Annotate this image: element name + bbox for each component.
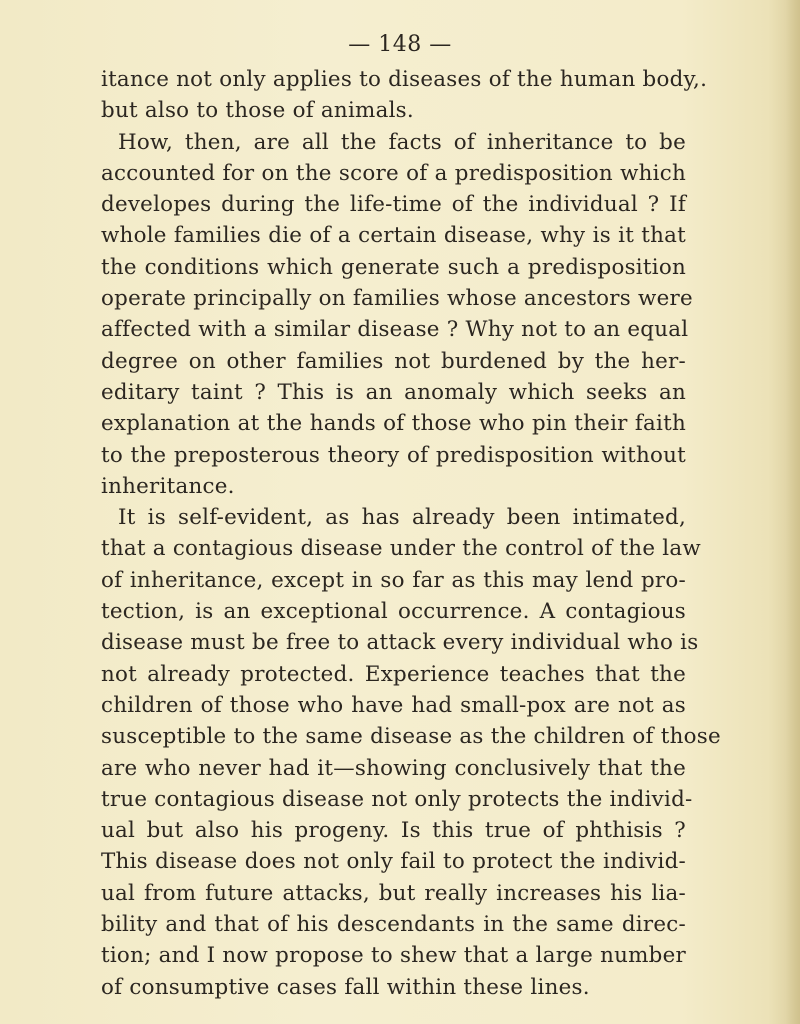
text-line: the conditions which generate such a predisposition [101,254,686,280]
text-line: of inheritance, except in so far as this may lend pro- [101,567,686,593]
text-line: children of those who have had small-pox are not as [101,692,686,718]
page-edge-shadow [786,0,800,1024]
text-line: not already protected. Experience teaches that the [101,661,686,687]
text-line: are who never had it—showing conclusively that the [101,755,686,781]
text-line: disease must be free to attack every individual who is [101,630,699,656]
text-line: editary taint ? This is an anomaly which seeks an [101,379,686,405]
text-line: inheritance. [101,473,235,499]
text-line: true contagious disease not only protects the individ- [101,786,693,812]
text-line: but also to those of animals. [101,98,414,124]
text-line: This disease does not only fail to protect the individ- [101,849,686,875]
text-line: of consumptive cases fall within these lines. [101,974,590,1000]
text-line: tion; and I now propose to shew that a large number [101,943,686,969]
text-line: explanation at the hands of those who pin their faith [101,411,686,437]
text-line: It is self-evident, as has already been intimated, [118,505,686,531]
text-line: degree on other families not burdened by the her- [101,348,686,374]
text-line: affected with a similar disease ? Why not to an equal [101,317,689,343]
text-line: ual but also his progeny. Is this true of phthisis ? [101,818,686,844]
text-line: susceptible to the same disease as the children of those [101,724,721,750]
text-line: accounted for on the score of a predisposition which [101,160,686,186]
text-line: operate principally on families whose ancestors were [101,286,693,312]
text-line: tection, is an exceptional occurrence. A contagious [101,599,686,625]
text-line: How, then, are all the facts of inheritance to be [118,129,686,155]
text-line: itance not only applies to diseases of the human body,. [101,67,708,92]
page-number: — 148 — [348,32,452,57]
text-line: to the preposterous theory of predisposition without [101,442,686,468]
body-text [101,64,721,1003]
text-line: that a contagious disease under the control of the law [101,536,701,562]
text-line: developes during the life-time of the individual ? If [101,192,686,218]
text-line: whole families die of a certain disease, why is it that [101,223,686,249]
text-line: ual from future attacks, but really increases his lia- [101,880,686,906]
text-line: bility and that of his descendants in the same direc- [101,912,686,938]
